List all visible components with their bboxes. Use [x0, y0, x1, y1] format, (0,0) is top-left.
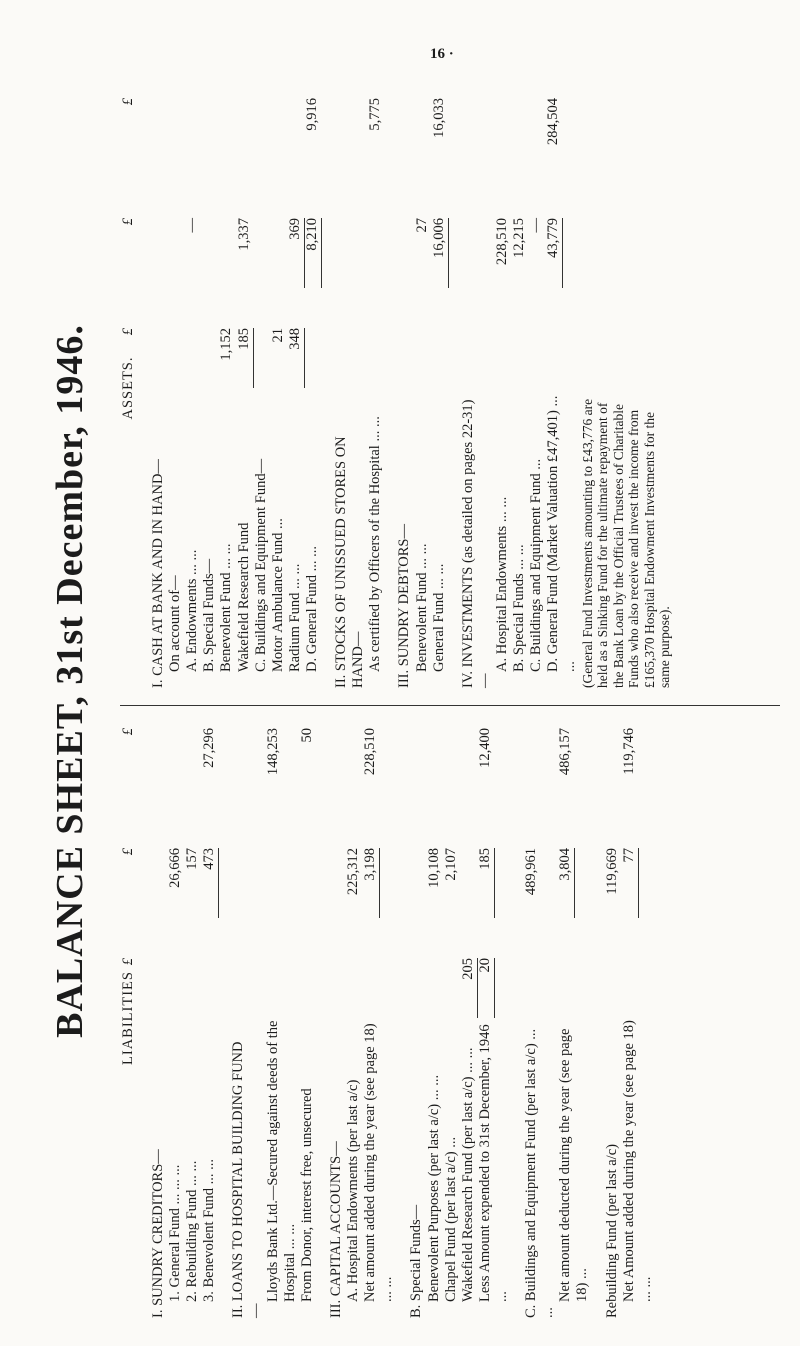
- row-label: A. Endowments ... ...: [184, 549, 201, 672]
- amount-n2: 10,108: [425, 848, 442, 888]
- ledger-row: [511, 88, 528, 688]
- amount-n1: 348: [287, 328, 305, 388]
- ledger-row: [396, 88, 413, 688]
- ledger-row: [328, 718, 345, 1318]
- page-number: 16 ·: [430, 46, 454, 62]
- amount-n2: 8,210: [304, 218, 322, 288]
- row-label: II. LOANS TO HOSPITAL BUILDING FUND—: [230, 1041, 264, 1318]
- currency-symbol: £: [120, 218, 136, 226]
- ledger-row: [167, 718, 184, 1318]
- row-label: Benevolent Fund ... ...: [218, 543, 235, 672]
- amount-n2: 185: [477, 848, 495, 918]
- amount-n2: 3,804: [557, 848, 575, 918]
- row-label: III. SUNDRY DEBTORS—: [396, 524, 413, 688]
- row-gap: [316, 718, 328, 1318]
- balance-sheet-table: [120, 88, 780, 1318]
- amount-n3: 284,504: [545, 98, 562, 146]
- currency-symbol: £: [120, 728, 136, 736]
- amount-n3: 12,400: [476, 728, 493, 768]
- amount-n1: 185: [236, 328, 254, 388]
- ledger-row: [184, 88, 201, 688]
- amount-n3: 486,157: [557, 728, 574, 776]
- row-gap: [448, 88, 460, 688]
- ledger-row: [367, 88, 384, 688]
- amount-n2: 225,312: [345, 848, 362, 896]
- ledger-row: [304, 88, 321, 688]
- row-label: Rebuilding Fund (per last a/c): [603, 1144, 620, 1318]
- amount-n2: 157: [184, 848, 201, 870]
- row-label: D. General Fund (Market Valuation £47,401) ... ...: [545, 391, 579, 672]
- amount-n3: 50: [298, 728, 315, 743]
- ledger-row: [150, 88, 167, 688]
- ledger-row: [201, 718, 218, 1318]
- column-divider: [120, 705, 780, 706]
- ledger-row: [218, 88, 235, 688]
- amount-n3: 16,033: [430, 98, 447, 138]
- ledger-row: [253, 88, 270, 688]
- ledger-row: [414, 88, 431, 688]
- row-label: II. STOCKS OF UNISSUED STORES ON HAND—: [333, 432, 367, 688]
- assets-heading: ASSETS.: [120, 356, 136, 420]
- row-label: C. Buildings and Equipment Fund—: [252, 458, 269, 672]
- row-label: B. Special Funds—: [201, 558, 218, 672]
- ledger-row: [545, 88, 579, 688]
- currency-symbol: £: [120, 958, 136, 966]
- ledger-row: [265, 718, 299, 1318]
- ledger-row: [150, 718, 167, 1318]
- ledger-row: [167, 88, 184, 688]
- ledger-row: [431, 88, 448, 688]
- row-label: Motor Ambulance Fund ...: [269, 518, 286, 672]
- row-label: C. Buildings and Equipment Fund ...: [528, 458, 545, 672]
- ledger-row: [460, 718, 477, 1318]
- row-label: General Fund ... ...: [430, 563, 447, 672]
- amount-n2: 16,006: [431, 218, 449, 288]
- ledger-row: [184, 718, 201, 1318]
- ledger-row: [604, 718, 621, 1318]
- row-gap: [592, 718, 604, 1318]
- ledger-row: [230, 718, 264, 1318]
- ledger-row: [460, 88, 494, 688]
- amount-n2: 228,510: [493, 218, 510, 266]
- liabilities-heading: LIABILITIES: [120, 971, 136, 1065]
- ledger-row: [201, 88, 218, 688]
- amount-n3: 5,775: [367, 98, 384, 131]
- row-label: As certified by Officers of the Hospital ... ...: [367, 416, 384, 672]
- row-gap: [511, 718, 523, 1318]
- liabilities-column: [120, 718, 780, 1318]
- ledger-row: [621, 718, 655, 1318]
- amount-n3: 228,510: [362, 728, 379, 776]
- row-label: Net Amount added during the year (see page 18) ... ...: [620, 1016, 654, 1302]
- row-label: 2. Rebuilding Fund ... ...: [184, 1160, 201, 1302]
- row-label: I. SUNDRY CREDITORS—: [150, 1149, 166, 1318]
- assets-rows: [150, 88, 580, 688]
- ledger-row: [408, 718, 425, 1318]
- amount-n2: 473: [201, 848, 219, 918]
- row-label: From Donor, interest free, unsecured: [298, 1088, 315, 1302]
- title-block: [48, 56, 92, 1306]
- amount-n2: 119,669: [603, 848, 620, 895]
- amount-n1: 21: [269, 328, 286, 343]
- amount-n2: 27: [413, 218, 430, 233]
- row-label: Chapel Fund (per last a/c) ...: [442, 1136, 459, 1302]
- ledger-row: [270, 88, 287, 688]
- amount-n2: —: [184, 218, 201, 233]
- currency-symbol: £: [120, 848, 136, 856]
- ledger-row: [443, 718, 460, 1318]
- amount-n2: 369: [287, 218, 305, 288]
- amount-n1: 1,152: [218, 328, 235, 361]
- ledger-row: [345, 718, 362, 1318]
- ledger-row: [299, 718, 316, 1318]
- amount-n2: 26,666: [167, 848, 184, 888]
- ledger-row: [287, 88, 304, 688]
- row-label: B. Special Funds—: [408, 1204, 425, 1318]
- amount-n2: 77: [621, 848, 639, 918]
- row-label: D. General Fund ... ...: [303, 545, 320, 672]
- amount-n2: 1,337: [235, 218, 252, 251]
- ledger-row: [362, 718, 396, 1318]
- amount-n3: 148,253: [264, 728, 281, 776]
- row-label: 1. General Fund ... ... ...: [167, 1164, 184, 1302]
- liabilities-rows: [150, 718, 655, 1318]
- amount-n2: 3,198: [362, 848, 380, 918]
- row-label: 3. Benevolent Fund ... ...: [201, 1159, 218, 1302]
- assets-header: [120, 88, 142, 688]
- row-label: A. Hospital Endowments ... ...: [493, 496, 510, 672]
- row-label: C. Buildings and Equipment Fund (per last a/c) ... ...: [523, 1025, 557, 1318]
- ledger-row: [528, 88, 545, 688]
- row-gap: [396, 718, 408, 1318]
- amount-n2: 489,961: [523, 848, 540, 896]
- row-label: Net amount added during the year (see page 18) ... ...: [362, 1019, 396, 1302]
- row-label: III. CAPITAL ACCOUNTS—: [327, 1141, 344, 1318]
- row-label: On account of—: [167, 575, 184, 672]
- currency-symbol: £: [120, 98, 136, 106]
- amount-n3: 27,296: [201, 728, 218, 768]
- row-label: A. Hospital Endowments (per last a/c): [345, 1079, 362, 1302]
- row-label: Lloyds Bank Ltd.—Secured against deeds of the Hospital ... ...: [264, 1016, 298, 1302]
- row-label: Wakefield Research Fund: [235, 522, 252, 672]
- ledger-row: [477, 718, 511, 1318]
- row-label: IV. INVESTMENTS (as detailed on pages 22-31)—: [459, 399, 493, 688]
- liabilities-header: [120, 718, 142, 1318]
- ledger-row: [333, 88, 367, 688]
- amount-n2: 12,215: [511, 218, 528, 258]
- amount-n2: 43,779: [545, 218, 563, 288]
- amount-n2: —: [528, 218, 545, 233]
- row-gap: [321, 88, 333, 688]
- row-gap: [218, 718, 230, 1318]
- ledger-row: [494, 88, 511, 688]
- investment-note: (General Fund Investments amounting to £43,776 are held as a Sinking Fund for the ultimate repayment of the Bank Loan by the Official Trustees of Charitable Funds who also receive and invest the income from £165,370 Hospital Endowment Investments for the same purpose).: [579, 398, 673, 688]
- currency-symbol: £: [120, 328, 136, 336]
- amount-n3: 9,916: [303, 98, 320, 131]
- row-label: Benevolent Purposes (per last a/c) ... ...: [425, 1074, 442, 1302]
- amount-n1: 205: [460, 958, 478, 1018]
- row-label: Radium Fund ... ...: [286, 563, 303, 672]
- row-label: Less Amount expended to 31st December, 1946 ...: [476, 1020, 510, 1302]
- amount-n3: 119,746: [620, 728, 637, 775]
- ledger-row: [523, 718, 557, 1318]
- row-label: Net amount deducted during the year (see page 18) ...: [557, 1024, 591, 1302]
- ledger-row: [557, 718, 591, 1318]
- assets-column: [120, 88, 780, 688]
- row-label: Benevolent Fund ... ...: [413, 543, 430, 672]
- ledger-row: [236, 88, 253, 688]
- amount-n1: 20: [477, 958, 495, 1018]
- row-label: Wakefield Research Fund (per last a/c) ... ...: [459, 1047, 476, 1302]
- row-gap: [384, 88, 396, 688]
- row-label: B. Special Funds ... ...: [511, 544, 528, 672]
- amount-n2: 2,107: [442, 848, 459, 881]
- ledger-row: [426, 718, 443, 1318]
- page-title: BALANCE SHEET, 31st December, 1946.: [49, 324, 91, 1038]
- row-label: I. CASH AT BANK AND IN HAND—: [150, 459, 166, 688]
